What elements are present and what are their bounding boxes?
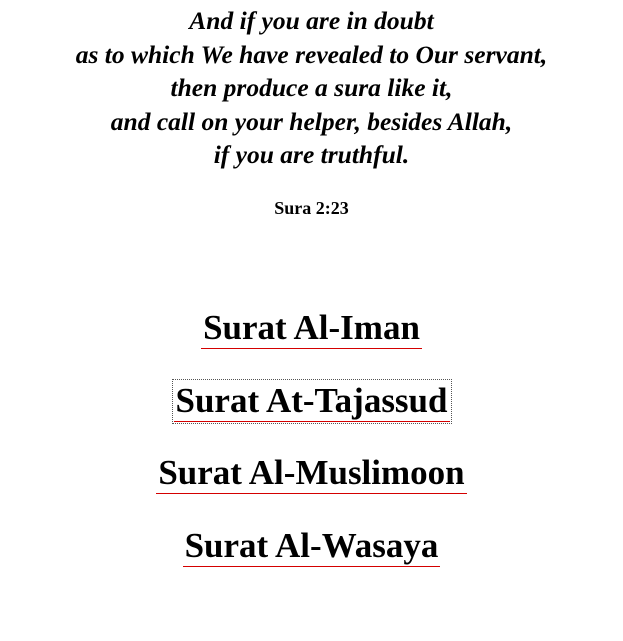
link-label: Surat At-Tajassud: [175, 380, 448, 420]
verse-line: as to which We have revealed to Our servant,: [75, 39, 548, 69]
verse-line: if you are truthful.: [213, 140, 410, 170]
sura-link-list: [0, 308, 623, 598]
link-label: Surat Al-Wasaya: [184, 525, 439, 565]
verse-citation: Sura 2:23: [274, 198, 349, 218]
link-label: Surat Al-Iman: [203, 308, 420, 347]
verse-line: and call on your helper, besides Allah,: [110, 106, 513, 136]
link-surat-al-wasaya[interactable]: [0, 526, 623, 599]
link-surat-al-muslimoon[interactable]: [0, 453, 623, 526]
link-surat-at-tajassud[interactable]: [0, 381, 623, 454]
verse-line: And if you are in doubt: [189, 6, 434, 35]
verse-line: then produce a sura like it,: [170, 73, 453, 103]
link-surat-al-iman[interactable]: [0, 308, 623, 381]
verse-quote: [0, 4, 623, 172]
link-label: Surat Al-Muslimoon: [158, 453, 465, 492]
